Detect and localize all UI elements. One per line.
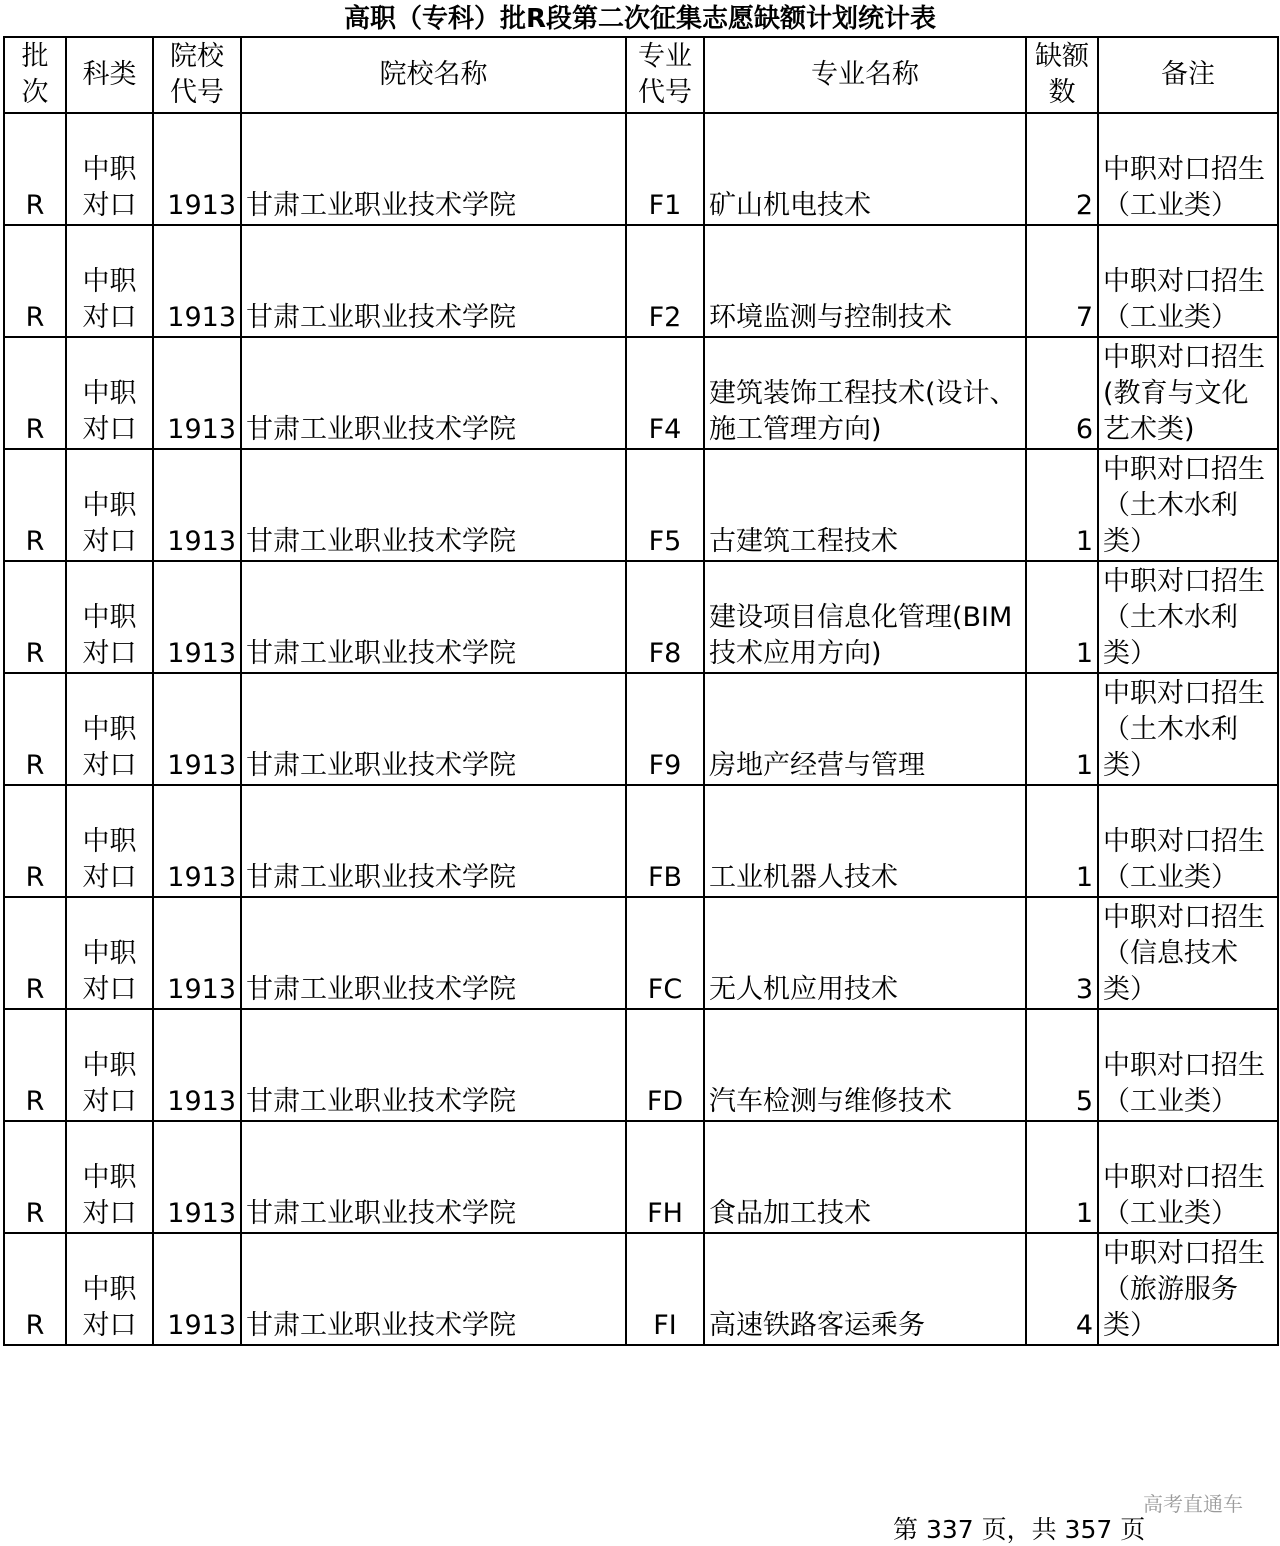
cell-quota: 1 xyxy=(1026,1121,1098,1233)
cell-school-code: 1913 xyxy=(153,1009,241,1121)
cell-school-code: 1913 xyxy=(153,897,241,1009)
cell-batch: R xyxy=(4,1121,66,1233)
table-row xyxy=(4,225,1278,337)
cell-major-name: 矿山机电技术 xyxy=(704,113,1026,225)
cell-category: 中职对口 xyxy=(66,113,153,225)
cell-major-name: 汽车检测与维修技术 xyxy=(704,1009,1026,1121)
cell-school-name: 甘肃工业职业技术学院 xyxy=(241,673,626,785)
cell-batch: R xyxy=(4,1233,66,1345)
table-row xyxy=(4,673,1278,785)
cell-note: 中职对口招生（信息技术类） xyxy=(1098,897,1278,1009)
cell-major-code: F1 xyxy=(626,113,704,225)
quota-table xyxy=(3,36,1279,1346)
cell-major-name: 食品加工技术 xyxy=(704,1121,1026,1233)
table-row xyxy=(4,1121,1278,1233)
cell-category: 中职对口 xyxy=(66,785,153,897)
page-title: 高职（专科）批R段第二次征集志愿缺额计划统计表 xyxy=(343,4,937,34)
cell-note: 中职对口招生（旅游服务类） xyxy=(1098,1233,1278,1345)
header-major-name: 专业名称 xyxy=(704,37,1026,113)
header-category: 科类 xyxy=(66,37,153,113)
table-row xyxy=(4,1009,1278,1121)
cell-quota: 2 xyxy=(1026,113,1098,225)
cell-major-name: 工业机器人技术 xyxy=(704,785,1026,897)
cell-batch: R xyxy=(4,113,66,225)
cell-batch: R xyxy=(4,337,66,449)
cell-category: 中职对口 xyxy=(66,449,153,561)
table-row xyxy=(4,785,1278,897)
cell-note: 中职对口招生（工业类） xyxy=(1098,113,1278,225)
cell-major-code: FI xyxy=(626,1233,704,1345)
cell-batch: R xyxy=(4,785,66,897)
cell-batch: R xyxy=(4,225,66,337)
table-row xyxy=(4,1233,1278,1345)
header-school-code: 院校代号 xyxy=(153,37,241,113)
cell-quota: 1 xyxy=(1026,561,1098,673)
header-note: 备注 xyxy=(1098,37,1278,113)
cell-category: 中职对口 xyxy=(66,337,153,449)
cell-batch: R xyxy=(4,1009,66,1121)
cell-quota: 3 xyxy=(1026,897,1098,1009)
cell-category: 中职对口 xyxy=(66,897,153,1009)
cell-major-name: 无人机应用技术 xyxy=(704,897,1026,1009)
table-row xyxy=(4,561,1278,673)
cell-major-code: FB xyxy=(626,785,704,897)
cell-school-code: 1913 xyxy=(153,673,241,785)
cell-major-code: F8 xyxy=(626,561,704,673)
cell-school-code: 1913 xyxy=(153,449,241,561)
page-footer: 第 337 页，共 357 页 xyxy=(893,1515,1146,1544)
header-quota: 缺额数 xyxy=(1026,37,1098,113)
cell-major-code: F4 xyxy=(626,337,704,449)
cell-note: 中职对口招生（土木水利类） xyxy=(1098,449,1278,561)
cell-note: 中职对口招生（土木水利类） xyxy=(1098,561,1278,673)
cell-batch: R xyxy=(4,561,66,673)
cell-school-code: 1913 xyxy=(153,561,241,673)
cell-category: 中职对口 xyxy=(66,225,153,337)
cell-quota: 7 xyxy=(1026,225,1098,337)
header-batch: 批次 xyxy=(4,37,66,113)
cell-note: 中职对口招生（工业类） xyxy=(1098,785,1278,897)
cell-major-code: F2 xyxy=(626,225,704,337)
cell-school-code: 1913 xyxy=(153,113,241,225)
table-row xyxy=(4,113,1278,225)
cell-major-name: 环境监测与控制技术 xyxy=(704,225,1026,337)
cell-quota: 4 xyxy=(1026,1233,1098,1345)
cell-school-name: 甘肃工业职业技术学院 xyxy=(241,1233,626,1345)
cell-school-name: 甘肃工业职业技术学院 xyxy=(241,1009,626,1121)
cell-category: 中职对口 xyxy=(66,1233,153,1345)
cell-school-name: 甘肃工业职业技术学院 xyxy=(241,449,626,561)
cell-major-name: 房地产经营与管理 xyxy=(704,673,1026,785)
cell-major-code: F9 xyxy=(626,673,704,785)
table-row xyxy=(4,897,1278,1009)
cell-major-name: 建筑装饰工程技术(设计、施工管理方向) xyxy=(704,337,1026,449)
cell-major-name: 建设项目信息化管理(BIM技术应用方向) xyxy=(704,561,1026,673)
header-major-code: 专业代号 xyxy=(626,37,704,113)
cell-category: 中职对口 xyxy=(66,673,153,785)
cell-batch: R xyxy=(4,897,66,1009)
cell-category: 中职对口 xyxy=(66,561,153,673)
cell-quota: 1 xyxy=(1026,449,1098,561)
cell-quota: 1 xyxy=(1026,785,1098,897)
cell-note: 中职对口招生(教育与文化艺术类) xyxy=(1098,337,1278,449)
cell-school-code: 1913 xyxy=(153,337,241,449)
cell-category: 中职对口 xyxy=(66,1121,153,1233)
cell-category: 中职对口 xyxy=(66,1009,153,1121)
cell-major-code: FD xyxy=(626,1009,704,1121)
cell-school-name: 甘肃工业职业技术学院 xyxy=(241,897,626,1009)
cell-major-code: F5 xyxy=(626,449,704,561)
cell-major-name: 高速铁路客运乘务 xyxy=(704,1233,1026,1345)
cell-school-name: 甘肃工业职业技术学院 xyxy=(241,225,626,337)
cell-school-name: 甘肃工业职业技术学院 xyxy=(241,113,626,225)
table-row xyxy=(4,449,1278,561)
table-header-row xyxy=(4,37,1278,113)
cell-school-code: 1913 xyxy=(153,225,241,337)
cell-school-code: 1913 xyxy=(153,785,241,897)
cell-note: 中职对口招生（工业类） xyxy=(1098,1121,1278,1233)
header-school-name: 院校名称 xyxy=(241,37,626,113)
cell-major-code: FH xyxy=(626,1121,704,1233)
cell-school-code: 1913 xyxy=(153,1233,241,1345)
cell-school-name: 甘肃工业职业技术学院 xyxy=(241,337,626,449)
watermark: 高考直通车 xyxy=(1143,1492,1243,1516)
cell-quota: 6 xyxy=(1026,337,1098,449)
cell-school-name: 甘肃工业职业技术学院 xyxy=(241,785,626,897)
cell-school-code: 1913 xyxy=(153,1121,241,1233)
cell-quota: 5 xyxy=(1026,1009,1098,1121)
cell-batch: R xyxy=(4,449,66,561)
cell-note: 中职对口招生（土木水利类） xyxy=(1098,673,1278,785)
cell-school-name: 甘肃工业职业技术学院 xyxy=(241,1121,626,1233)
cell-school-name: 甘肃工业职业技术学院 xyxy=(241,561,626,673)
cell-major-code: FC xyxy=(626,897,704,1009)
cell-batch: R xyxy=(4,673,66,785)
cell-quota: 1 xyxy=(1026,673,1098,785)
cell-note: 中职对口招生（工业类） xyxy=(1098,1009,1278,1121)
cell-note: 中职对口招生（工业类） xyxy=(1098,225,1278,337)
cell-major-name: 古建筑工程技术 xyxy=(704,449,1026,561)
table-row xyxy=(4,337,1278,449)
